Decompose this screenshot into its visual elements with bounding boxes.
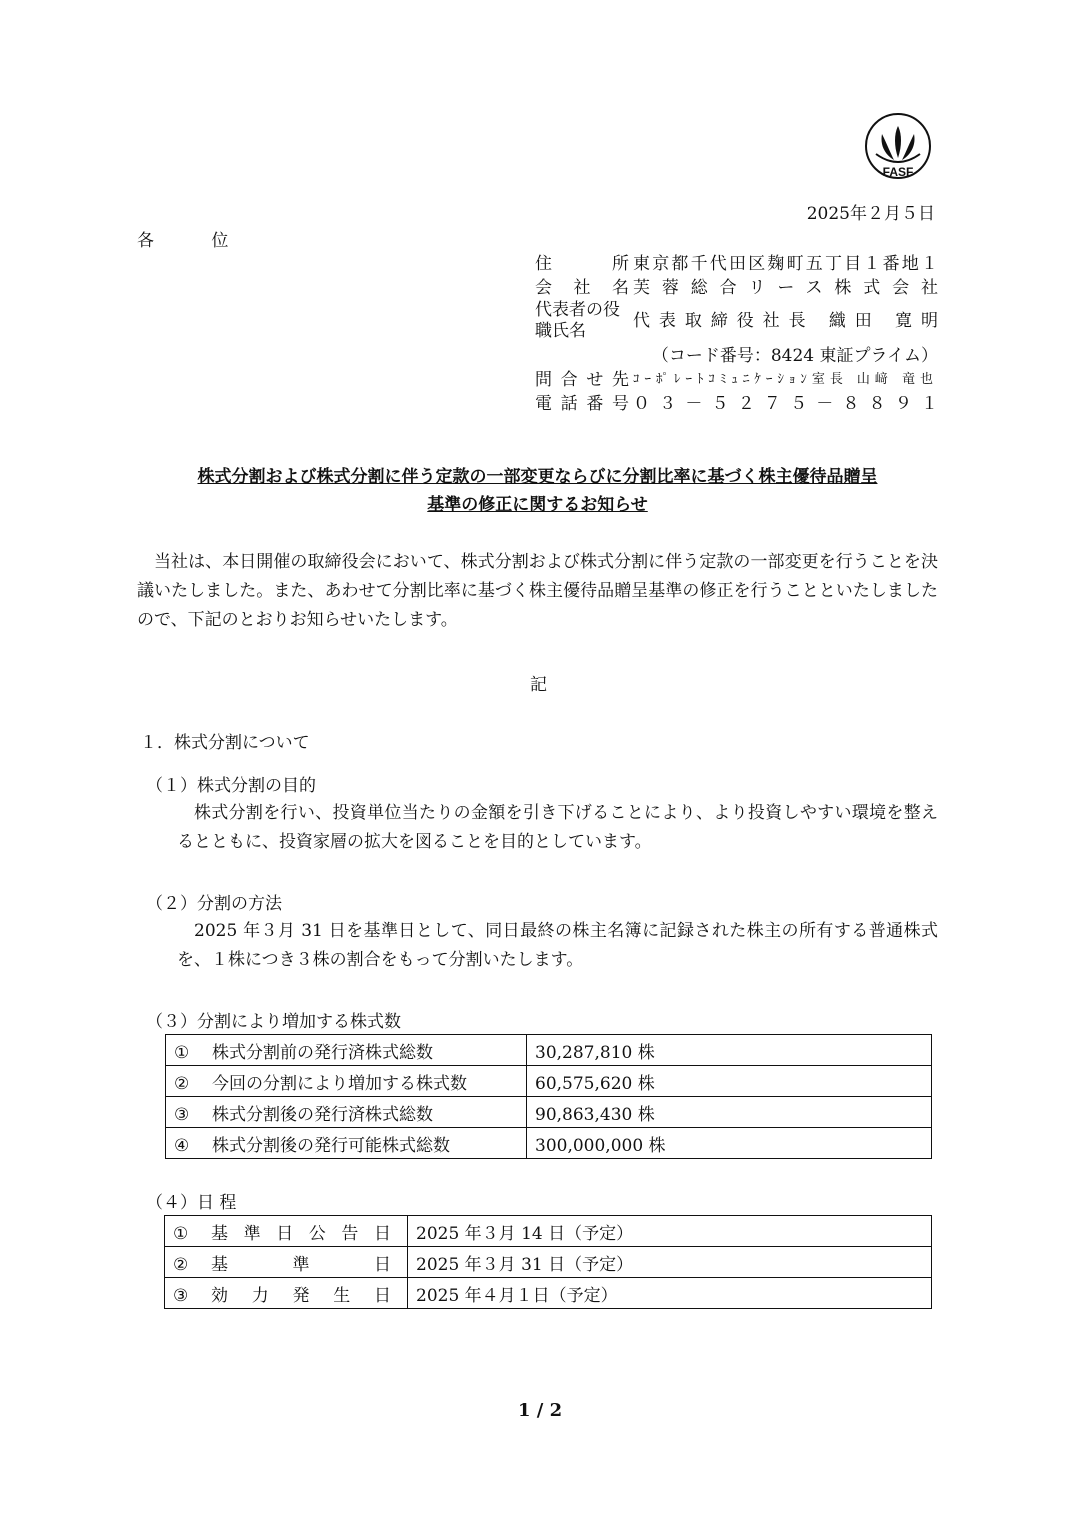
- section-heading-1: １．株式分割について: [140, 733, 310, 753]
- info-value: 代表取締役社長 織田 寛明: [633, 311, 938, 331]
- table-row: [165, 1278, 932, 1309]
- table-cell-label: [166, 1097, 527, 1128]
- row-label: 効力発生日: [211, 1285, 391, 1306]
- table-cell-value: 90,863,430 株: [527, 1097, 932, 1128]
- info-row-company: [535, 276, 938, 300]
- issue-date: 2025年２月５日: [806, 204, 935, 224]
- table-cell-value: 300,000,000 株: [527, 1128, 932, 1159]
- table-cell-value: 60,575,620 株: [527, 1066, 932, 1097]
- title-line-2: 基準の修正に関するお知らせ: [427, 495, 648, 515]
- table-cell-label: [165, 1247, 408, 1278]
- row-number: ③: [174, 1104, 190, 1125]
- svg-text:FASF: FASF: [882, 165, 914, 179]
- row-number: ③: [173, 1285, 189, 1306]
- subsection-heading-purpose: （１）株式分割の目的: [146, 776, 316, 796]
- info-row-address: [535, 252, 938, 276]
- info-label: 電話番号: [535, 394, 629, 414]
- info-value: ｺｰﾎﾟﾚｰﾄｺﾐｭﾆｹｰｼｮﾝ室長 山﨑 竜也: [633, 372, 938, 387]
- table-cell-value: 2025 年３月 14 日（予定）: [408, 1216, 932, 1247]
- table-cell-label: [166, 1066, 527, 1097]
- info-label: 問合せ先: [535, 370, 629, 390]
- ki-heading: 記: [530, 675, 547, 695]
- fasf-logo: [864, 112, 932, 184]
- row-label: 基準日: [211, 1254, 391, 1275]
- table-cell-label: [166, 1128, 527, 1159]
- company-info: [535, 252, 938, 416]
- row-label: 株式分割後の発行可能株式総数: [212, 1135, 450, 1156]
- info-row-contact: [535, 368, 938, 392]
- row-number: ④: [174, 1135, 190, 1156]
- info-value: 東京都千代田区麹町五丁目１番地１: [633, 254, 938, 274]
- row-number: ②: [173, 1254, 189, 1275]
- table-row: [165, 1247, 932, 1278]
- table-cell-value: 30,287,810 株: [527, 1035, 932, 1066]
- subsection-heading-increase: （３）分割により増加する株式数: [146, 1012, 401, 1032]
- intro-paragraph: 当社は、本日開催の取締役会において、株式分割および株式分割に伴う定款の一部変更を行うことを決議いたしました。また、あわせて分割比率に基づく株主優待品贈呈基準の修正を行うことといたしましたので、下記のとおりお知らせいたします。: [137, 552, 938, 630]
- info-label: 代表者の役職氏名: [535, 300, 620, 341]
- table-cell-label: [165, 1216, 408, 1247]
- row-number: ①: [173, 1223, 189, 1244]
- table-cell-value: 2025 年４月１日（予定）: [408, 1278, 932, 1309]
- row-label: 基準日公告日: [211, 1223, 391, 1244]
- page-number: 1 / 2: [518, 1400, 563, 1421]
- info-value: 芙蓉総合リース株式会社: [633, 278, 938, 298]
- row-number: ②: [174, 1073, 190, 1094]
- share-count-table: [165, 1034, 932, 1159]
- info-row-representative: [535, 300, 938, 342]
- info-label: 会社名: [535, 278, 629, 298]
- method-body: 2025 年３月 31 日を基準日として、同日最終の株主名簿に記録された株主の所有する普通株式を、１株につき３株の割合をもって分割いたします。: [177, 921, 938, 970]
- table-cell-label: [166, 1035, 527, 1066]
- table-row: [166, 1066, 932, 1097]
- addressee: 各 位: [137, 231, 255, 251]
- row-label: 今回の分割により増加する株式数: [212, 1073, 467, 1094]
- table-cell-label: [165, 1278, 408, 1309]
- subsection-heading-schedule: （４）日 程: [146, 1193, 237, 1213]
- row-label: 株式分割後の発行済株式総数: [212, 1104, 433, 1125]
- row-label: 株式分割前の発行済株式総数: [212, 1042, 433, 1063]
- document-title: [137, 463, 938, 519]
- row-number: ①: [174, 1042, 190, 1063]
- info-row-phone: [535, 392, 938, 416]
- table-row: [166, 1128, 932, 1159]
- subsection-heading-method: （２）分割の方法: [146, 894, 282, 914]
- info-label: 住 所: [535, 254, 629, 274]
- table-row: [165, 1216, 932, 1247]
- stock-code: （コード番号：8424 東証プライム）: [651, 346, 938, 366]
- info-value: ０３－５２７５－８８９１: [633, 394, 938, 414]
- table-row: [166, 1035, 932, 1066]
- schedule-table: [164, 1215, 932, 1309]
- table-cell-value: 2025 年３月 31 日（予定）: [408, 1247, 932, 1278]
- table-row: [166, 1097, 932, 1128]
- purpose-body: 株式分割を行い、投資単位当たりの金額を引き下げることにより、より投資しやすい環境を整えるとともに、投資家層の拡大を図ることを目的としています。: [177, 803, 938, 852]
- title-line-1: 株式分割および株式分割に伴う定款の一部変更ならびに分割比率に基づく株主優待品贈呈: [197, 467, 878, 487]
